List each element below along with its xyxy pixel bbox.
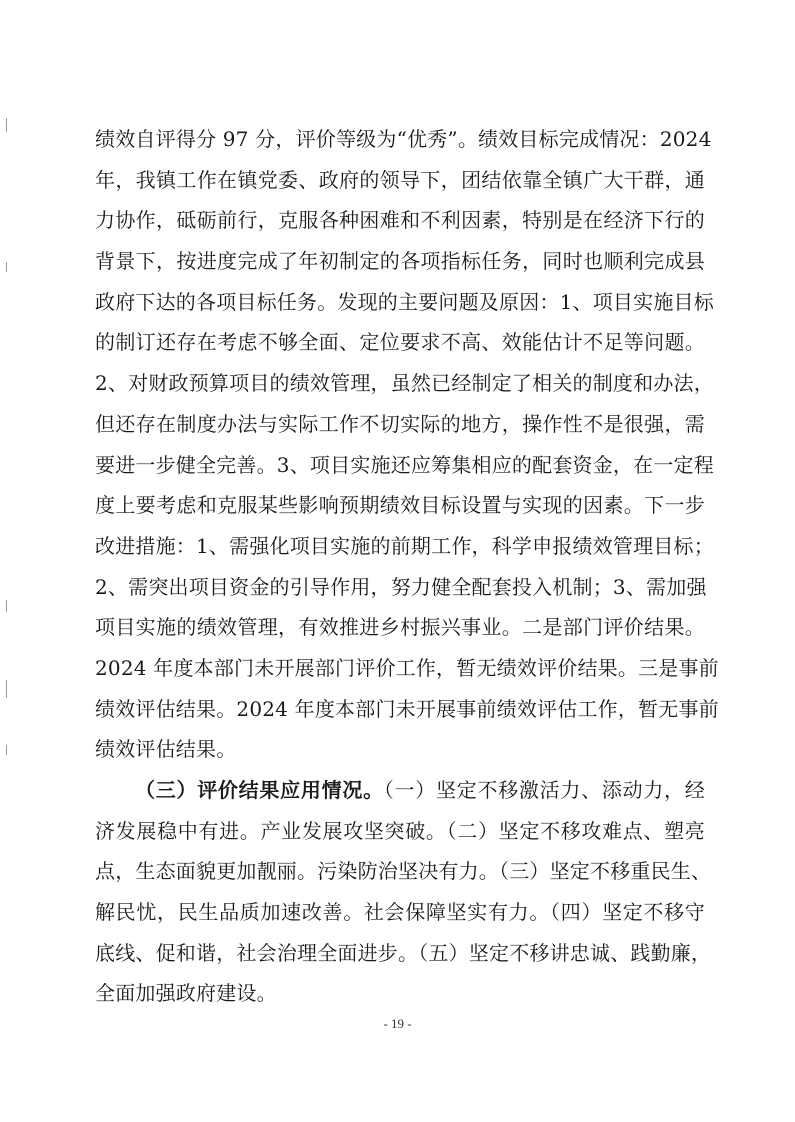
section-heading: （三）评价结果应用情况。 [135, 778, 384, 802]
text-line: 的制订还存在考虑不够全面、定位要求不高、效能估计不足等问题。 [95, 330, 705, 355]
text-line: 项目实施的绩效管理，有效推进乡村振兴事业。二是部门评价结果。 [95, 615, 705, 640]
text-line: 底线、促和谐，社会治理全面进步。（五）坚定不移讲忠诚、践勤廉， [95, 940, 712, 965]
scan-edge-mark [6, 745, 7, 755]
text-line: 力协作，砥砺前行，克服各种困难和不利因素，特别是在经济下行的 [95, 208, 705, 233]
body-text [95, 119, 719, 1014]
text-line: 济发展稳中有进。产业发展攻坚突破。（二）坚定不移攻难点、塑亮 [95, 818, 705, 843]
text-line: 2、需突出项目资金的引导作用，努力健全配套投入机制；3、需加强 [95, 574, 707, 599]
text-line: 要进一步健全完善。3、项目实施还应筹集相应的配套资金，在一定程 [95, 452, 714, 477]
text-line: 政府下达的各项目标任务。发现的主要问题及原因：1、项目实施目标 [95, 289, 714, 314]
scan-edge-mark [6, 680, 7, 698]
text-line: 绩效评估结果。 [95, 737, 237, 762]
text-line: 2、对财政预算项目的绩效管理，虽然已经制定了相关的制度和办法， [95, 371, 714, 396]
text-line: 改进措施：1、需强化项目实施的前期工作，科学申报绩效管理目标； [95, 533, 714, 558]
section-heading-line [95, 770, 705, 811]
text-line: 但还存在制度办法与实际工作不切实际的地方，操作性不是很强，需 [95, 411, 705, 436]
text-span: （一）坚定不移激活力、添动力，经 [383, 778, 705, 802]
text-line: 绩效自评得分 97 分，评价等级为“优秀”。绩效目标完成情况：2024 [95, 127, 712, 151]
text-line: 年，我镇工作在镇党委、政府的领导下，团结依靠全镇广大干群，通 [95, 167, 705, 192]
text-line: 2024 年度本部门未开展部门评价工作，暂无绩效评价结果。三是事前 [95, 655, 719, 680]
scan-edge-mark [6, 262, 7, 272]
scan-edge-mark [6, 118, 7, 132]
text-line: 点，生态面貌更加靓丽。污染防治坚决有力。（三）坚定不移重民生、 [95, 859, 712, 884]
page-number: - 19 - [383, 1016, 412, 1031]
text-line: 全面加强政府建设。 [95, 981, 277, 1006]
text-line: 绩效评估结果。2024 年度本部门未开展事前绩效评估工作，暂无事前 [95, 696, 719, 721]
scan-edge-mark [6, 600, 7, 612]
text-line: 背景下，按进度完成了年初制定的各项指标任务，同时也顺利完成县 [95, 249, 705, 274]
text-line: 度上要考虑和克服某些影响预期绩效目标设置与实现的因素。下一步 [95, 493, 705, 518]
text-line: 解民忧，民生品质加速改善。社会保障坚实有力。（四）坚定不移守 [95, 900, 705, 925]
